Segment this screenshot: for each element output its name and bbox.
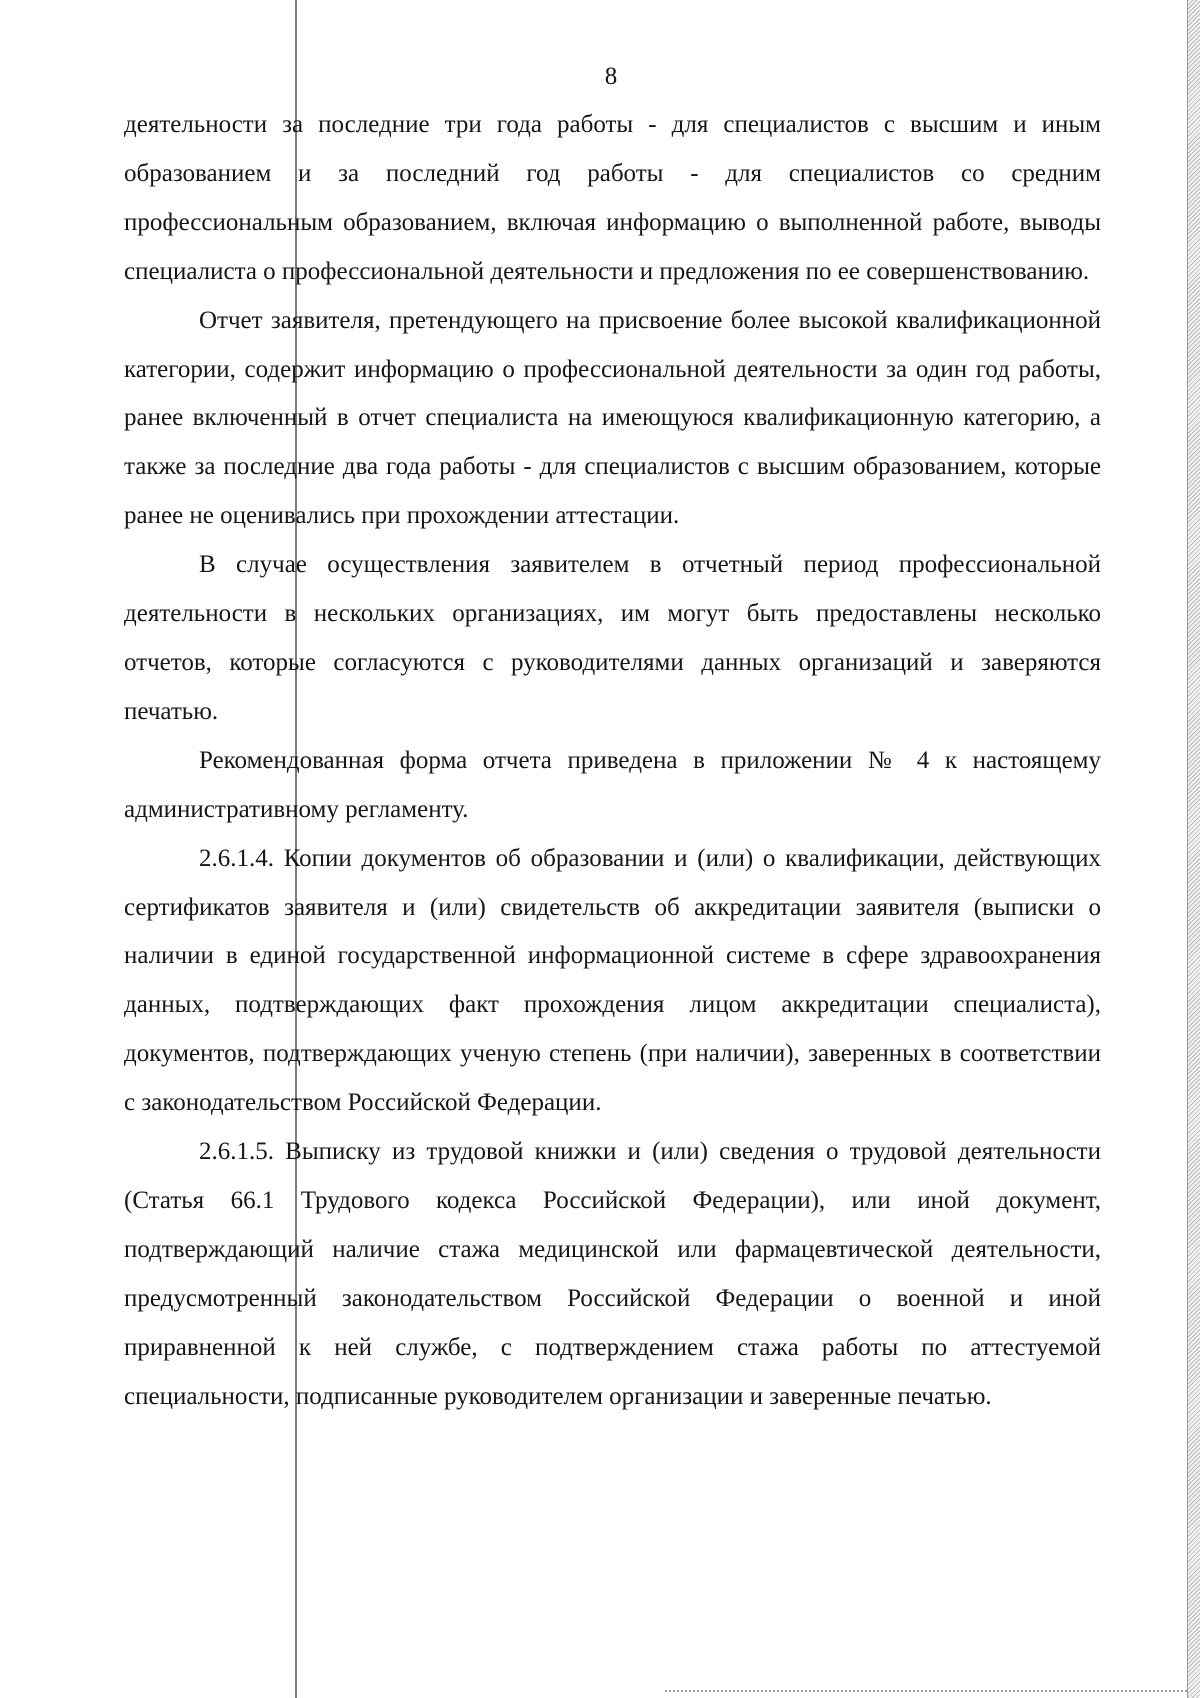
paragraph-section-2-6-1-4: 2.6.1.4. Копии документов об образовании и (или) о квалификации, действующих сертификатов заявителя и (или) свидетельств об аккредитации заявителя (выписки о наличии в единой государственной информационной системе в сфере здравоохранения данных, подтверждающих факт прохождения лицом аккредитации специалиста), документов, подтверждающих ученую степень (при наличии), заверенных в соответствии с законодательством Российской Федерации. <box>124 844 1101 1117</box>
paragraph-continued-report-content: деятельности за последние три года работы - для специалистов с высшим и иным образованием и за последний год работы - для специалистов со средним профессиональным образованием, включая информацию о выполненной работе, выводы специалиста о профессиональной деятельности и предложения по ее совершенствованию. <box>124 111 1101 285</box>
paragraph-higher-category-report: Отчет заявителя, претендующего на присвоение более высокой квалификационной категории, содержит информацию о профессиональной деятельности за один год работы, ранее включенный в отчет специалиста на имеющуюся квалификационную категорию, а также за последние два года работы - для специалистов с высшим образованием, которые ранее не оценивались при прохождении аттестации. <box>124 306 1101 530</box>
paragraph-section-2-6-1-5: 2.6.1.5. Выписку из трудовой книжки и (или) сведения о трудовой деятельности (Статья 66.1 Трудового кодекса Российской Федерации), или иной документ, подтверждающий наличие стажа медицинской или фармацевтической деятельности, предусмотренный законодательством Российской Федерации о военной и иной приравненной к ней службе, с подтверждением стажа работы по аттестуемой специальности, подписанные руководителем организации и заверенные печатью. <box>124 1138 1101 1410</box>
document-body <box>124 101 1101 1421</box>
paragraph-recommended-form: Рекомендованная форма отчета приведена в приложении № 4 к настоящему административному регламенту. <box>124 746 1101 823</box>
scan-edge-hatching <box>1188 0 1200 1698</box>
page-number: 8 <box>604 63 618 90</box>
paragraph-multiple-organizations: В случае осуществления заявителем в отчетный период профессиональной деятельности в нескольких организациях, им могут быть предоставлены несколько отчетов, которые согласуются с руководителями данных организаций и заверяются печатью. <box>124 551 1101 725</box>
scan-bottom-edge <box>665 1690 1188 1692</box>
